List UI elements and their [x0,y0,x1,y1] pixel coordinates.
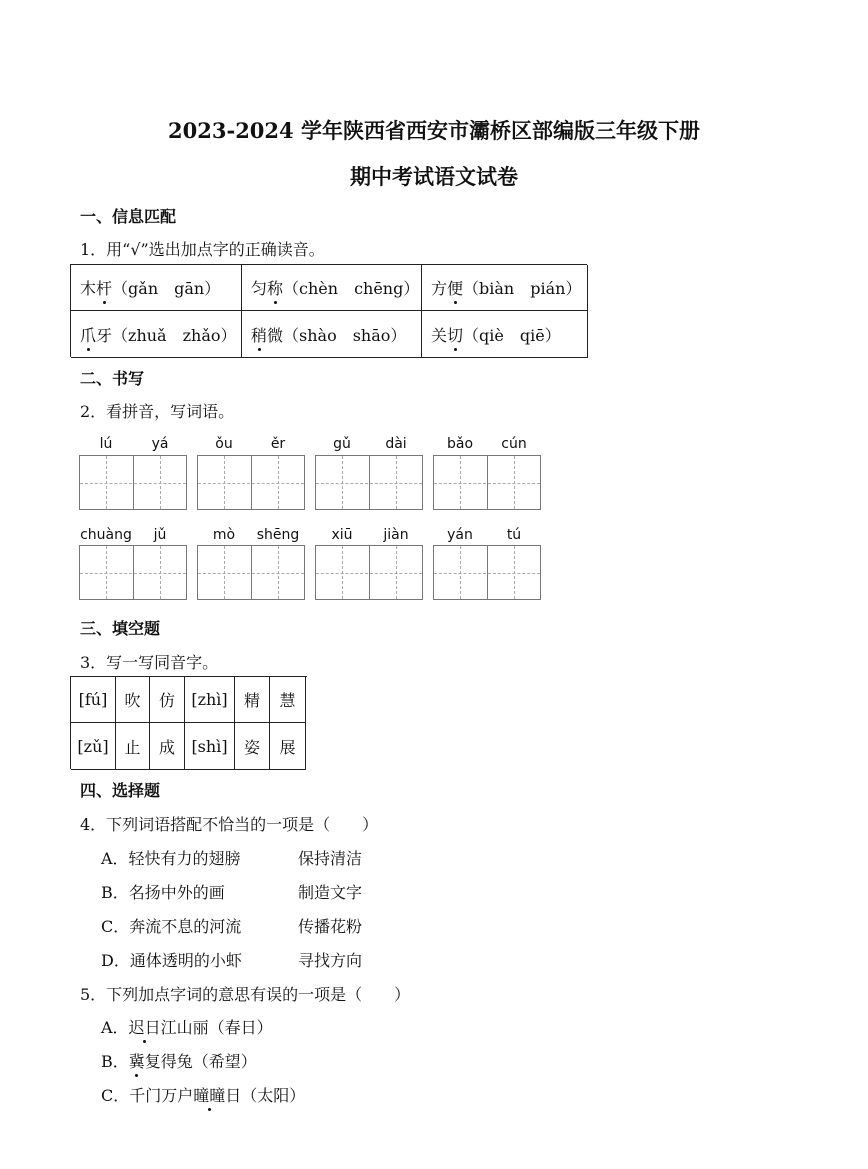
pronunciation-cell[interactable]: 木 杆 （gǎn gān） [71,265,242,311]
homophone-cell[interactable]: 成 [150,723,185,770]
pinyin-label: yán [447,527,473,543]
homophone-table [70,676,307,769]
homophone-cell[interactable]: 精 [235,677,270,723]
pronunciation-cell[interactable]: 爪 牙（zhuǎ zhǎo） [71,311,242,358]
section-heading-1: 一、信息匹配 [80,207,177,226]
document-title-line1: 2023-2024 学年陕西省西安市灞桥区部编版三年级下册 [168,118,700,143]
writing-grid-box[interactable] [433,455,541,510]
pinyin-label: cún [501,436,527,452]
section-heading-3: 三、填空题 [80,619,161,638]
q5-option-b[interactable]: B．冀复得兔（希望） [101,1049,257,1072]
homophone-cell[interactable]: [zǔ] [71,723,116,770]
pinyin-label: dài [385,436,407,452]
pinyin-label: jiàn [383,527,409,543]
question-2-text: 2．看拼音，写词语。 [80,402,235,421]
homophone-cell[interactable]: [zhì] [185,677,235,723]
q4-option-b[interactable]: B．名扬中外的画 制造文字 [101,883,363,902]
pinyin-label: jǔ [153,527,167,543]
question-3-text: 3．写一写同音字。 [80,653,219,672]
section-heading-2: 二、书写 [80,369,145,388]
pinyin-label: bǎo [446,436,474,452]
homophone-cell[interactable]: 吹 [116,677,150,723]
writing-grid-box[interactable] [315,455,423,510]
pinyin-label: yá [151,436,169,452]
homophone-cell[interactable]: 展 [270,723,306,770]
pinyin-label: lú [99,436,113,452]
pinyin-label: chuàng [80,527,132,543]
section-heading-4: 四、选择题 [80,781,161,800]
writing-grid-box[interactable] [79,545,187,600]
pinyin-label: xiū [331,527,353,543]
q5-option-c[interactable]: C．千门万户曈曈日（太阳） [101,1083,305,1106]
question-4-text: 4．下列词语搭配不恰当的一项是（ ） [80,815,379,834]
pinyin-label: ǒu [215,436,233,452]
homophone-cell[interactable]: [shì] [185,723,235,770]
question-5-text: 5．下列加点字词的意思有误的一项是（ ） [80,985,411,1004]
writing-grid-box[interactable] [433,545,541,600]
homophone-cell[interactable]: 慧 [270,677,306,723]
pinyin-label: gǔ [333,436,351,452]
pronunciation-cell[interactable]: 关 切 （qiè qiē） [422,311,588,358]
q4-option-d[interactable]: D．通体透明的小虾 寻找方向 [101,951,363,970]
writing-grid-box[interactable] [315,545,423,600]
q5-option-a[interactable]: A．迟日江山丽（春日） [101,1015,273,1038]
pronunciation-cell[interactable]: 方 便 （biàn pián） [422,265,588,311]
document-title-line2: 期中考试语文试卷 [350,164,518,189]
homophone-cell[interactable]: 仿 [150,677,185,723]
pinyin-label: shēng [256,527,300,543]
pinyin-label: mò [212,527,236,543]
homophone-cell[interactable]: 止 [116,723,150,770]
writing-grid-box[interactable] [197,545,305,600]
homophone-cell[interactable]: 姿 [235,723,270,770]
q4-option-c[interactable]: C．奔流不息的河流 传播花粉 [101,917,363,936]
homophone-cell[interactable]: [fú] [71,677,116,723]
pronunciation-cell[interactable]: 匀 称 （chèn chēng） [242,265,422,311]
writing-grid-box[interactable] [79,455,187,510]
pronunciation-table [70,264,587,357]
pronunciation-cell[interactable]: 稍 微（shào shāo） [242,311,422,358]
question-1-text: 1．用“√”选出加点字的正确读音。 [80,240,325,259]
q4-option-a[interactable]: A．轻快有力的翅膀 保持清洁 [101,849,363,868]
pinyin-label: ěr [270,436,286,452]
pinyin-label: tú [506,527,522,543]
writing-grid-box[interactable] [197,455,305,510]
